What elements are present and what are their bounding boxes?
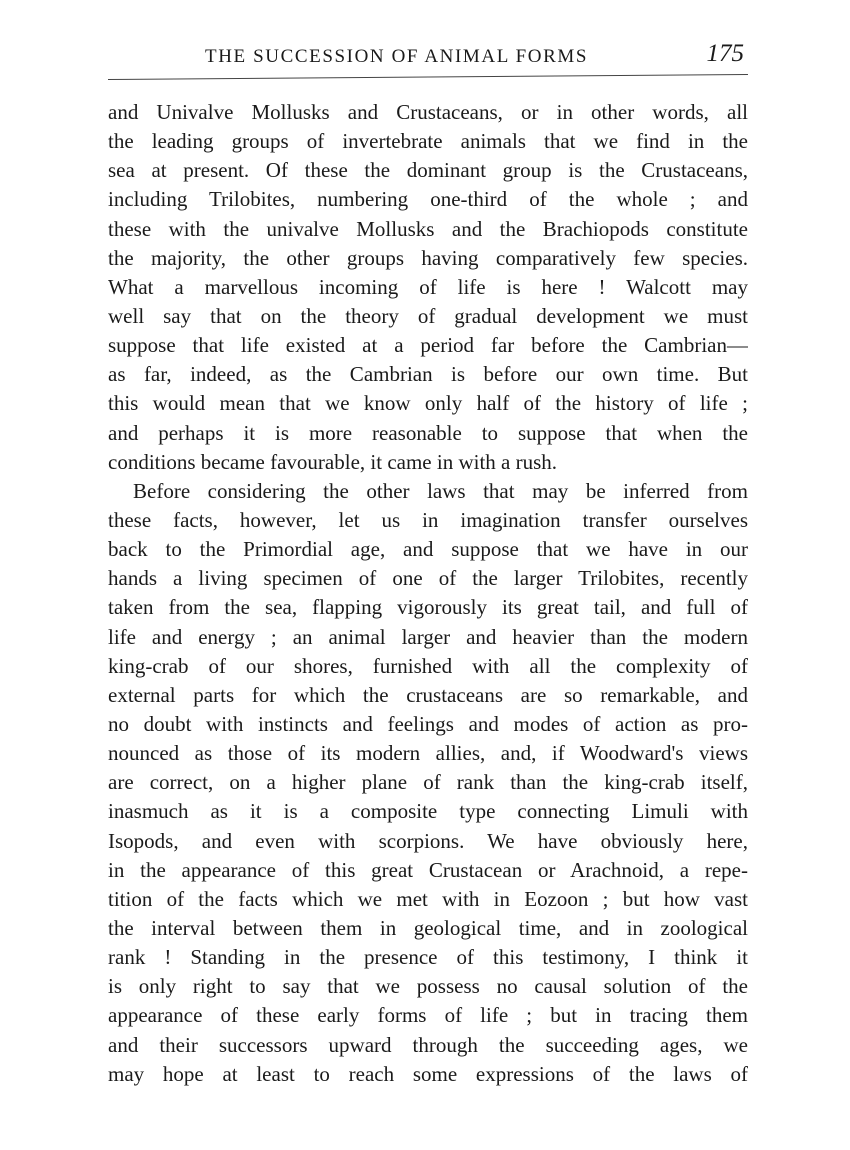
text-line: as far, indeed, as the Cambrian is before our own time. But xyxy=(108,362,748,387)
text-line: inasmuch as it is a composite type connecting Limuli with xyxy=(108,799,748,824)
text-line: may hope at least to reach some expressions of the laws of xyxy=(108,1061,748,1086)
text-line: taken from the sea, flapping vigorously its great tail, and full of xyxy=(108,595,748,620)
text-line: and Univalve Mollusks and Crustaceans, or in other words, all xyxy=(108,100,748,124)
text-line: Isopods, and even with scorpions. We have obviously here, xyxy=(108,828,748,853)
text-line: these with the univalve Mollusks and the Brachiopods constitute xyxy=(108,216,748,241)
paragraph-2 xyxy=(108,477,748,1089)
text-line: these facts, however, let us in imagination transfer ourselves xyxy=(108,507,748,532)
text-line: and their successors upward through the succeeding ages, we xyxy=(108,1032,748,1057)
text-line: including Trilobites, numbering one-third of the whole ; and xyxy=(108,187,748,212)
text-line: the leading groups of invertebrate animals that we find in the xyxy=(108,129,748,154)
text-line: no doubt with instincts and feelings and modes of action as pro- xyxy=(108,711,748,736)
text-line: sea at present. Of these the dominant group is the Crustaceans, xyxy=(108,158,748,183)
page-number: 175 xyxy=(706,40,744,67)
text-line: hands a living specimen of one of the larger Trilobites, recently xyxy=(108,566,748,591)
text-line: nounced as those of its modern allies, and, if Woodward's views xyxy=(108,741,748,766)
text-line: Before considering the other laws that may be inferred from xyxy=(133,478,748,503)
text-line: and perhaps it is more reasonable to suppose that when the xyxy=(108,420,748,445)
text-line: external parts for which the crustaceans are so remarkable, and xyxy=(108,682,748,707)
paragraph-1 xyxy=(108,98,748,477)
text-line: the interval between them in geological time, and in zoological xyxy=(108,915,748,940)
text-line: appearance of these early forms of life ; but in tracing them xyxy=(108,1003,748,1028)
text-line: well say that on the theory of gradual development we must xyxy=(108,303,748,328)
body-text xyxy=(108,98,748,1089)
text-line: tition of the facts which we met with in Eozoon ; but how vast xyxy=(108,886,748,911)
text-line: is only right to say that we possess no causal solution of the xyxy=(108,974,748,999)
running-title: THE SUCCESSION OF ANIMAL FORMS xyxy=(205,46,589,67)
running-head xyxy=(110,38,750,72)
text-line: king-crab of our shores, furnished with all the complexity of xyxy=(108,653,748,678)
text-line: suppose that life existed at a period far before the Cambrian— xyxy=(108,333,748,358)
text-line: the majority, the other groups having comparatively few species. xyxy=(108,245,748,270)
text-line: life and energy ; an animal larger and heavier than the modern xyxy=(108,624,748,649)
text-line: rank ! Standing in the presence of this testimony, I think it xyxy=(108,945,748,970)
text-line: this would mean that we know only half of the history of life ; xyxy=(108,391,748,416)
header-rule xyxy=(108,74,748,80)
text-line: in the appearance of this great Crustacean or Arachnoid, a repe- xyxy=(108,857,748,882)
text-line: are correct, on a higher plane of rank than the king-crab itself, xyxy=(108,770,748,795)
text-line: conditions became favourable, it came in with a rush. xyxy=(108,449,558,474)
text-line: back to the Primordial age, and suppose that we have in our xyxy=(108,537,748,562)
text-line: What a marvellous incoming of life is here ! Walcott may xyxy=(108,274,748,299)
